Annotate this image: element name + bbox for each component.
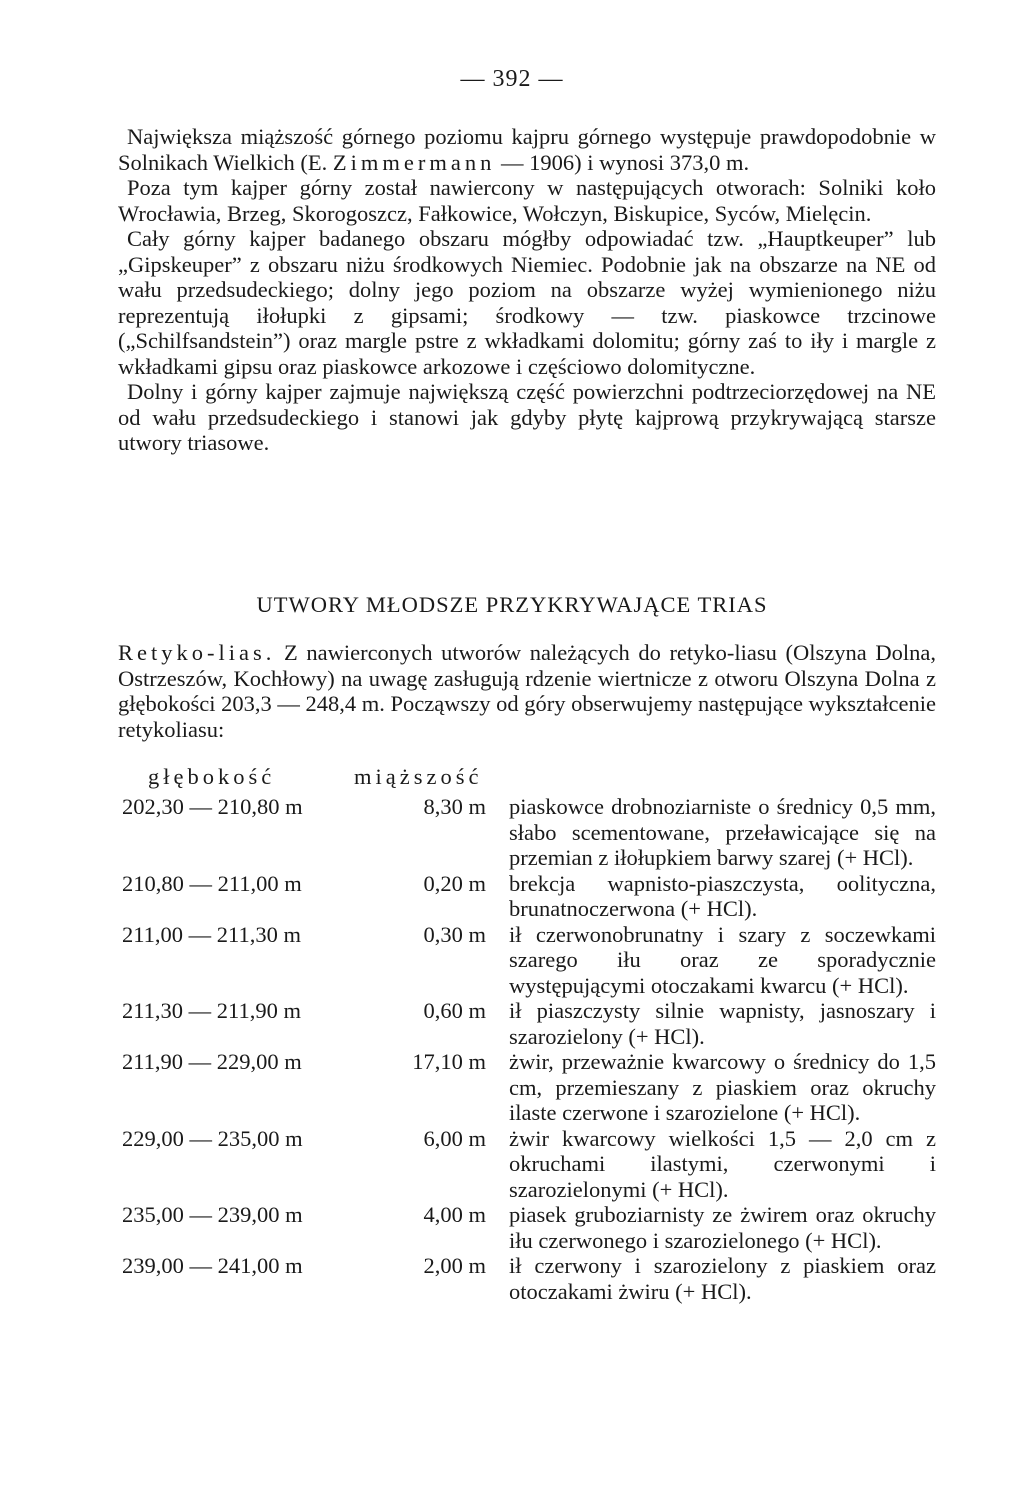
description-cell: brekcja wapnisto-piaszczysta, oolityczna, brunatnoczerwona (+ HCl). <box>509 870 936 921</box>
thickness-cell: 2,00 m <box>423 1253 486 1278</box>
section-heading: UTWORY MŁODSZE PRZYKRYWAJĄCE TRIAS <box>256 592 768 617</box>
paragraph-3: Cały górny kajper badanego obszaru mógłby odpowiadać tzw. „Hauptkeuper” lub „Gipskeuper” z obszaru niżu środkowych Niemiec. Podobnie jak na obszarze na NE od wału przedsudeckiego; dolny jego poziom na obszarze wyżej wymienionego niżu reprezentują iłołupki z gipsami; środkowy — tzw. piaskowce trzcinowe („Schilfsandstein”) oraz margle pstre z wkładkami dolomitu; górny zaś to iły i margle z wkładkami gipsu oraz piaskowce arkozowe i częściowo dolomityczne. <box>118 226 936 379</box>
depth-cell: 202,30 — 210,80 m <box>122 794 303 819</box>
table-row <box>0 1049 1024 1126</box>
thickness-cell: 8,30 m <box>423 794 486 819</box>
thickness-cell: 17,10 m <box>412 1049 486 1074</box>
description-cell: ił czerwony i szarozielony z piaskiem oraz otoczakami żwiru (+ HCl). <box>509 1253 936 1304</box>
depth-cell: 210,80 — 211,00 m <box>122 870 302 896</box>
table-row <box>0 1202 1024 1253</box>
depth-cell: 239,00 — 241,00 m <box>122 1253 303 1278</box>
retyko-text: Z nawierconych utworów należących do retyko-liasu (Olszyna Dolna, Ostrzeszów, Kochłowy) na uwagę zasługują rdzenie wiertnicze z otworu Olszyna Dolna z głębokości 203,3 — 248,4 m. Począwszy od góry obserwujemy następujące wykształcenie retykoliasu: <box>118 640 936 742</box>
description-cell: żwir kwarcowy wielkości 1,5 — 2,0 cm z okruchami ilastymi, czerwonymi i szarozielonymi (+ HCl). <box>509 1125 936 1202</box>
thickness-cell: 0,60 m <box>423 998 486 1023</box>
column-header-depth: głębokość <box>148 764 276 789</box>
table-row <box>0 1253 1024 1304</box>
table-row <box>0 998 1024 1049</box>
body-text-top <box>118 124 936 456</box>
thickness-cell: 0,30 m <box>423 921 486 947</box>
table-row <box>0 1126 1024 1203</box>
page-number: — 392 — <box>460 66 564 92</box>
description-cell: piaskowce drobnoziarniste o średnicy 0,5 mm, słabo scementowane, przeławicające się na przemian z iłołupkiem barwy szarej (+ HCl). <box>509 794 936 870</box>
description-cell: żwir, przeważnie kwarcowy o średnicy do 1,5 cm, przemieszany z piaskiem oraz okruchy ilaste czerwone i szarozielone (+ HCl). <box>509 1049 936 1125</box>
paragraph-2: Poza tym kajper górny został nawiercony w następujących otworach: Solniki koło Wrocławia, Brzeg, Skorogoszcz, Fałkowice, Wołczyn, Biskupice, Syców, Mielęcin. <box>118 175 936 226</box>
description-cell: ił czerwonobrunatny i szary z soczewkami szarego iłu oraz ze sporadycznie występującymi otoczakami kwarcu (+ HCl). <box>509 921 936 998</box>
retyko-term: Retyko-lias. <box>118 640 276 665</box>
depth-cell: 211,30 — 211,90 m <box>122 998 301 1023</box>
thickness-cell: 0,20 m <box>423 870 486 896</box>
paragraph-4: Dolny i górny kajper zajmuje największą część powierzchni podtrzeciorzędowej na NE od wału przedsudeckiego i stanowi jak gdyby płytę kajprową przykrywającą starsze utwory triasowe. <box>118 379 936 455</box>
column-header-thickness: miąższość <box>354 764 483 789</box>
depth-cell: 235,00 — 239,00 m <box>122 1202 303 1227</box>
author-name: Zimmermann <box>332 149 496 175</box>
paragraph-1: Największa miąższość górnego poziomu kajpru górnego występuje prawdopodobnie w Solnikach Wielkich (E. Zimmermann — 1906) i wynosi 373,0 m. <box>118 124 936 175</box>
description-cell: ił piaszczysty silnie wapnisty, jasnoszary i szarozielony (+ HCl). <box>509 998 936 1049</box>
description-cell: piasek gruboziarnisty ze żwirem oraz okruchy iłu czerwonego i szarozielonego (+ HCl). <box>509 1202 936 1253</box>
table-row <box>0 871 1024 922</box>
borehole-table <box>0 794 1024 1304</box>
thickness-cell: 6,00 m <box>423 1125 486 1151</box>
table-row <box>0 794 1024 871</box>
table-row <box>0 922 1024 999</box>
thickness-cell: 4,00 m <box>423 1202 486 1227</box>
depth-cell: 229,00 — 235,00 m <box>122 1125 303 1151</box>
depth-cell: 211,90 — 229,00 m <box>122 1049 302 1074</box>
depth-cell: 211,00 — 211,30 m <box>122 921 301 947</box>
retyko-paragraph <box>118 640 936 742</box>
